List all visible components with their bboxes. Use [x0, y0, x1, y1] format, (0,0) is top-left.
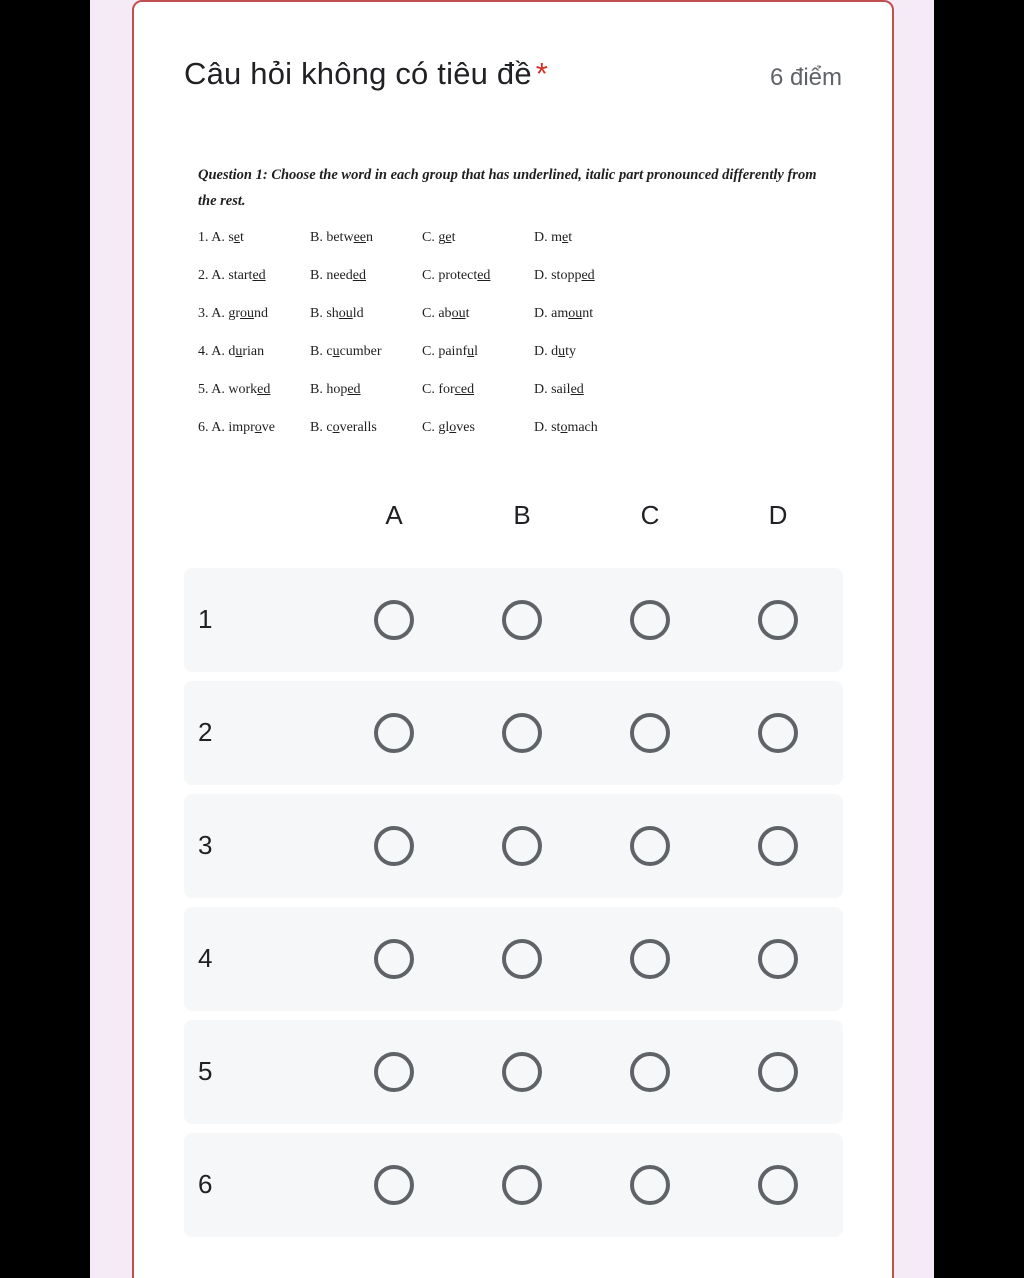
option-text: nd	[254, 306, 269, 321]
option-text: C. ab	[422, 306, 452, 321]
row-label: 5	[198, 1056, 213, 1086]
underlined-part: ou	[451, 306, 466, 321]
option-text: B. c	[310, 344, 333, 359]
underlined-part: ed	[570, 382, 584, 397]
option-text: B. betw	[310, 230, 354, 245]
option-text: ld	[352, 306, 364, 321]
row-label: 3	[198, 830, 213, 860]
underlined-part: ced	[454, 382, 475, 397]
option-text: D. m	[534, 230, 562, 245]
underlined-part: e	[233, 230, 241, 245]
item-number: 3.	[198, 306, 212, 321]
grid-row-3	[184, 794, 843, 898]
underlined-part: o	[254, 420, 262, 435]
radio-5-c[interactable]	[630, 1052, 670, 1092]
radio-4-a[interactable]	[374, 939, 414, 979]
option-text: C. painf	[422, 344, 468, 359]
grid-row-1	[184, 568, 843, 672]
radio-2-a[interactable]	[374, 713, 414, 753]
option-text: D. sail	[534, 382, 571, 397]
radio-3-c[interactable]	[630, 826, 670, 866]
radio-3-d[interactable]	[758, 826, 798, 866]
underlined-part: ee	[353, 230, 366, 245]
underlined-part: o	[449, 420, 457, 435]
underlined-part: ed	[352, 268, 366, 283]
option-text: n	[366, 230, 373, 245]
option-row	[198, 420, 838, 440]
option-row	[198, 382, 838, 402]
option-a	[198, 306, 268, 322]
option-c	[422, 306, 469, 322]
radio-3-b[interactable]	[502, 826, 542, 866]
radio-6-b[interactable]	[502, 1165, 542, 1205]
option-text: C. for	[422, 382, 455, 397]
radio-6-d[interactable]	[758, 1165, 798, 1205]
option-c	[422, 344, 478, 360]
underlined-part: u	[332, 344, 340, 359]
option-b	[310, 420, 377, 436]
radio-5-d[interactable]	[758, 1052, 798, 1092]
option-b	[310, 344, 382, 360]
radio-1-b[interactable]	[502, 600, 542, 640]
row-label: 1	[198, 604, 213, 634]
option-d	[534, 268, 595, 284]
option-text: A. s	[211, 230, 234, 245]
radio-2-c[interactable]	[630, 713, 670, 753]
question-instruction: Question 1: Choose the word in each group that has underlined, italic part pronounced differently from the rest.	[198, 167, 817, 209]
option-text: B. hop	[310, 382, 348, 397]
option-text: C. g	[422, 230, 446, 245]
underlined-part: ed	[347, 382, 361, 397]
option-text: ty	[565, 344, 577, 359]
underlined-part: ou	[240, 306, 255, 321]
radio-1-a[interactable]	[374, 600, 414, 640]
option-text: B. sh	[310, 306, 339, 321]
radio-1-c[interactable]	[630, 600, 670, 640]
underlined-part: ed	[252, 268, 266, 283]
radio-4-b[interactable]	[502, 939, 542, 979]
underlined-part: ed	[581, 268, 595, 283]
option-a	[198, 344, 264, 360]
underlined-part: o	[560, 420, 568, 435]
option-a	[198, 230, 244, 246]
option-text: C. protect	[422, 268, 478, 283]
option-text: A. d	[211, 344, 236, 359]
option-text: t	[451, 230, 456, 245]
radio-1-d[interactable]	[758, 600, 798, 640]
option-text: cumber	[339, 344, 382, 359]
radio-3-a[interactable]	[374, 826, 414, 866]
column-header-b: B	[513, 500, 531, 530]
column-header-d: D	[768, 500, 788, 530]
form-viewport	[90, 0, 934, 1278]
underlined-part: e	[445, 230, 452, 245]
option-b	[310, 230, 373, 246]
option-d	[534, 230, 572, 246]
option-text: A. start	[211, 268, 253, 283]
option-text: B. c	[310, 420, 333, 435]
item-number: 2.	[198, 268, 212, 283]
option-text: A. work	[211, 382, 258, 397]
option-text: B. need	[310, 268, 353, 283]
option-text: t	[240, 230, 244, 245]
grid-row-6	[184, 1133, 843, 1237]
question-card	[132, 0, 894, 1278]
row-label: 6	[198, 1169, 213, 1199]
option-b	[310, 306, 364, 322]
item-number: 4.	[198, 344, 212, 359]
option-b	[310, 268, 366, 284]
option-a	[198, 268, 266, 284]
grid-row-4	[184, 907, 843, 1011]
item-number: 6.	[198, 420, 212, 435]
question-title-text: Câu hỏi không có tiêu đề	[184, 56, 532, 91]
underlined-part: ed	[257, 382, 271, 397]
radio-4-c[interactable]	[630, 939, 670, 979]
radio-5-a[interactable]	[374, 1052, 414, 1092]
option-d	[534, 420, 598, 436]
option-c	[422, 268, 490, 284]
option-c	[422, 382, 474, 398]
option-row	[198, 268, 838, 288]
option-text: C. gl	[422, 420, 450, 435]
option-text: t	[465, 306, 470, 321]
option-c	[422, 230, 455, 246]
option-text: A. impr	[211, 420, 255, 435]
underlined-part: o	[332, 420, 340, 435]
option-text: l	[474, 344, 478, 359]
grid-row-2	[184, 681, 843, 785]
option-row	[198, 306, 838, 326]
option-text: rian	[242, 344, 265, 359]
option-d	[534, 382, 584, 398]
row-label: 4	[198, 943, 213, 973]
row-label: 2	[198, 717, 213, 747]
radio-6-c[interactable]	[630, 1165, 670, 1205]
radio-2-d[interactable]	[758, 713, 798, 753]
option-text: nt	[582, 306, 594, 321]
option-row	[198, 344, 838, 364]
option-text: D. stopp	[534, 268, 582, 283]
grid-column-headers	[134, 500, 896, 536]
option-text: veralls	[339, 420, 377, 435]
option-text: mach	[567, 420, 598, 435]
underlined-part: u	[235, 344, 243, 359]
radio-6-a[interactable]	[374, 1165, 414, 1205]
underlined-part: ou	[338, 306, 353, 321]
grid-row-5	[184, 1020, 843, 1124]
radio-5-b[interactable]	[502, 1052, 542, 1092]
underlined-part: ou	[568, 306, 583, 321]
column-header-a: A	[385, 500, 403, 530]
option-text: ves	[456, 420, 475, 435]
option-text: D. d	[534, 344, 559, 359]
option-text: t	[568, 230, 573, 245]
underlined-part: u	[467, 344, 475, 359]
option-d	[534, 306, 593, 322]
radio-2-b[interactable]	[502, 713, 542, 753]
question-title	[184, 56, 548, 92]
required-asterisk: *	[535, 56, 549, 91]
radio-4-d[interactable]	[758, 939, 798, 979]
column-header-c: C	[640, 500, 660, 530]
option-text: A. gr	[211, 306, 241, 321]
option-a	[198, 420, 275, 436]
option-row	[198, 230, 838, 250]
option-b	[310, 382, 361, 398]
option-text: D. am	[534, 306, 569, 321]
item-number: 1.	[198, 230, 212, 245]
option-c	[422, 420, 475, 436]
question-points: 6 điểm	[769, 64, 842, 91]
option-a	[198, 382, 270, 398]
underlined-part: ed	[477, 268, 491, 283]
option-text: D. st	[534, 420, 561, 435]
option-d	[534, 344, 576, 360]
item-number: 5.	[198, 382, 212, 397]
underlined-part: u	[558, 344, 566, 359]
underlined-part: e	[562, 230, 569, 245]
question-image	[198, 162, 838, 435]
option-text: ve	[261, 420, 276, 435]
